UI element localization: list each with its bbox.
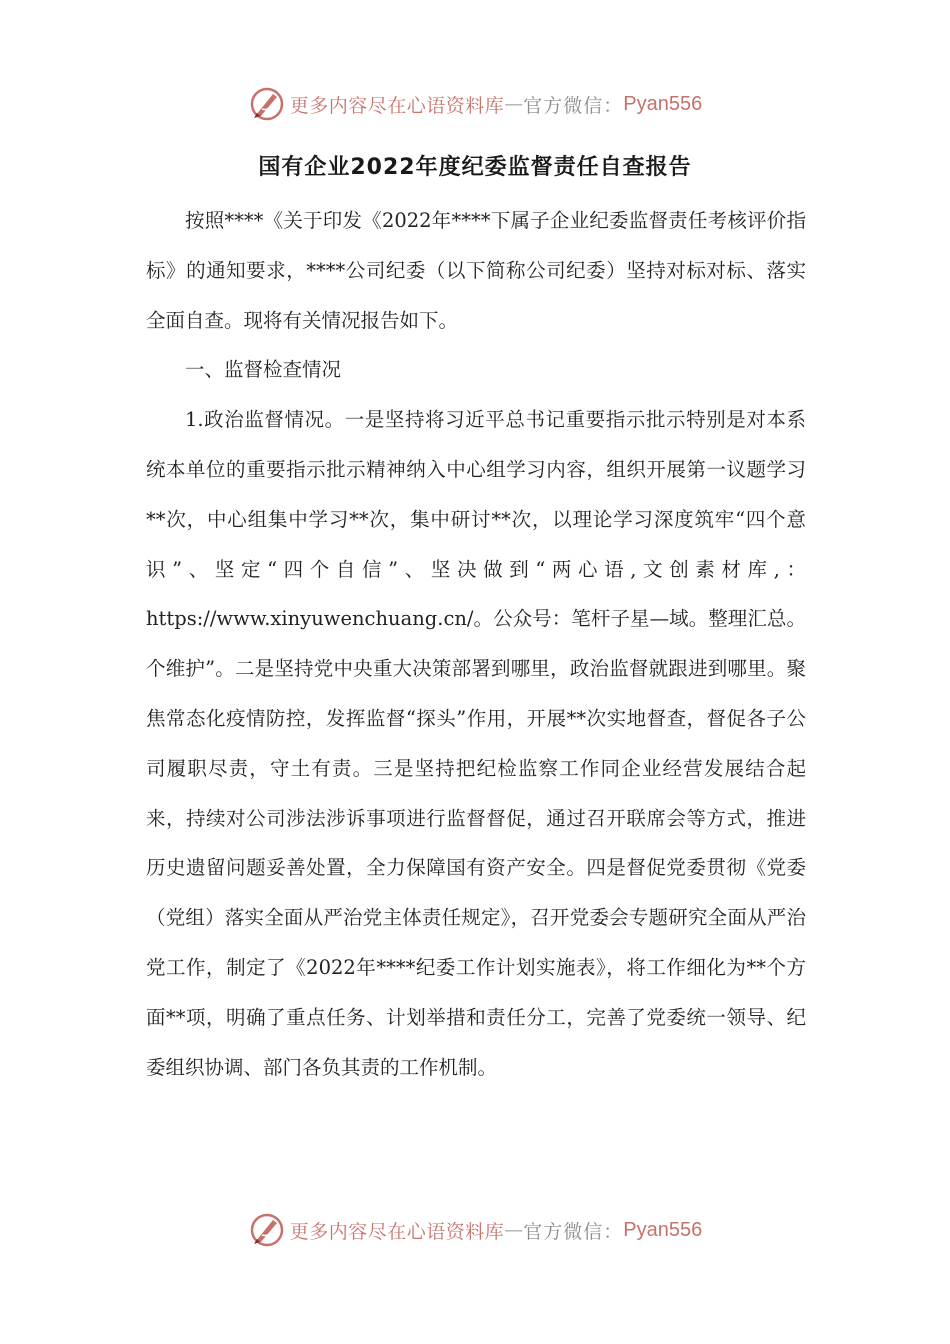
banner-label: 官方微信： [523,1220,624,1243]
pen-logo-icon [248,85,286,123]
pen-logo-icon [248,1211,286,1249]
document-title: 国有企业2022年度纪委监督责任自查报告 [258,155,692,180]
paragraph-political-supervision: 1.政治监督情况。一是坚持将习近平总书记重要指示批示特别是对本系统本单位的重要指示批示精神纳入中心组学习内容，组织开展第一议题学习**次，中心组集中学习**次，集中研讨**次，以理论学习深度筑牢“四个意识”、坚定“四个自信”、坚决做到“两心语,文创素材库,：https://www.xinyuwenchuang.cn/。公众号：笔杆子星—域。整理汇总。个维护”。二是坚持党中央重大决策部署到哪里，政治监督就跟进到哪里。聚焦常态化疫情防控，发挥监督“探头”作用，开展**次实地督查，督促各子公司履职尽责，守土有责。三是坚持把纪检监察工作同企业经营发展结合起来，持续对公司涉法涉诉事项进行监督督促，通过召开联席会等方式，推进历史遗留问题妥善处置，全力保障国有资产安全。四是督促党委贯彻《党委（党组）落实全面从严治党主体责任规定》，召开党委会专题研究全面从严治党工作，制定了《2022年****纪委工作计划实施表》，将工作细化为**个方面**项，明确了重点任务、计划举措和责任分工，完善了党委统一领导、纪委组织协调、部门各负其责的工作机制。 [146,408,806,1079]
banner-wechat-id: Pyan556 [623,92,703,115]
banner-text: 更多内容尽在心语资料库 [289,94,505,117]
banner-wechat-id: Pyan556 [623,1218,703,1241]
header-watermark-banner [0,82,950,126]
banner-text: 更多内容尽在心语资料库 [289,1220,505,1243]
paragraph-intro: 按照****《关于印发《2022年****下属子企业纪委监督责任考核评价指标》的通知要求，****公司纪委（以下简称公司纪委）坚持对标对标、落实全面自查。现将有关情况报告如下。 [146,209,806,332]
footer-watermark-banner [0,1208,950,1252]
section-heading: 一、监督检查情况 [185,358,342,382]
banner-dash: — [504,1219,524,1241]
banner-label: 官方微信： [523,94,624,117]
document-body [146,196,806,1092]
banner-dash: — [504,93,524,115]
